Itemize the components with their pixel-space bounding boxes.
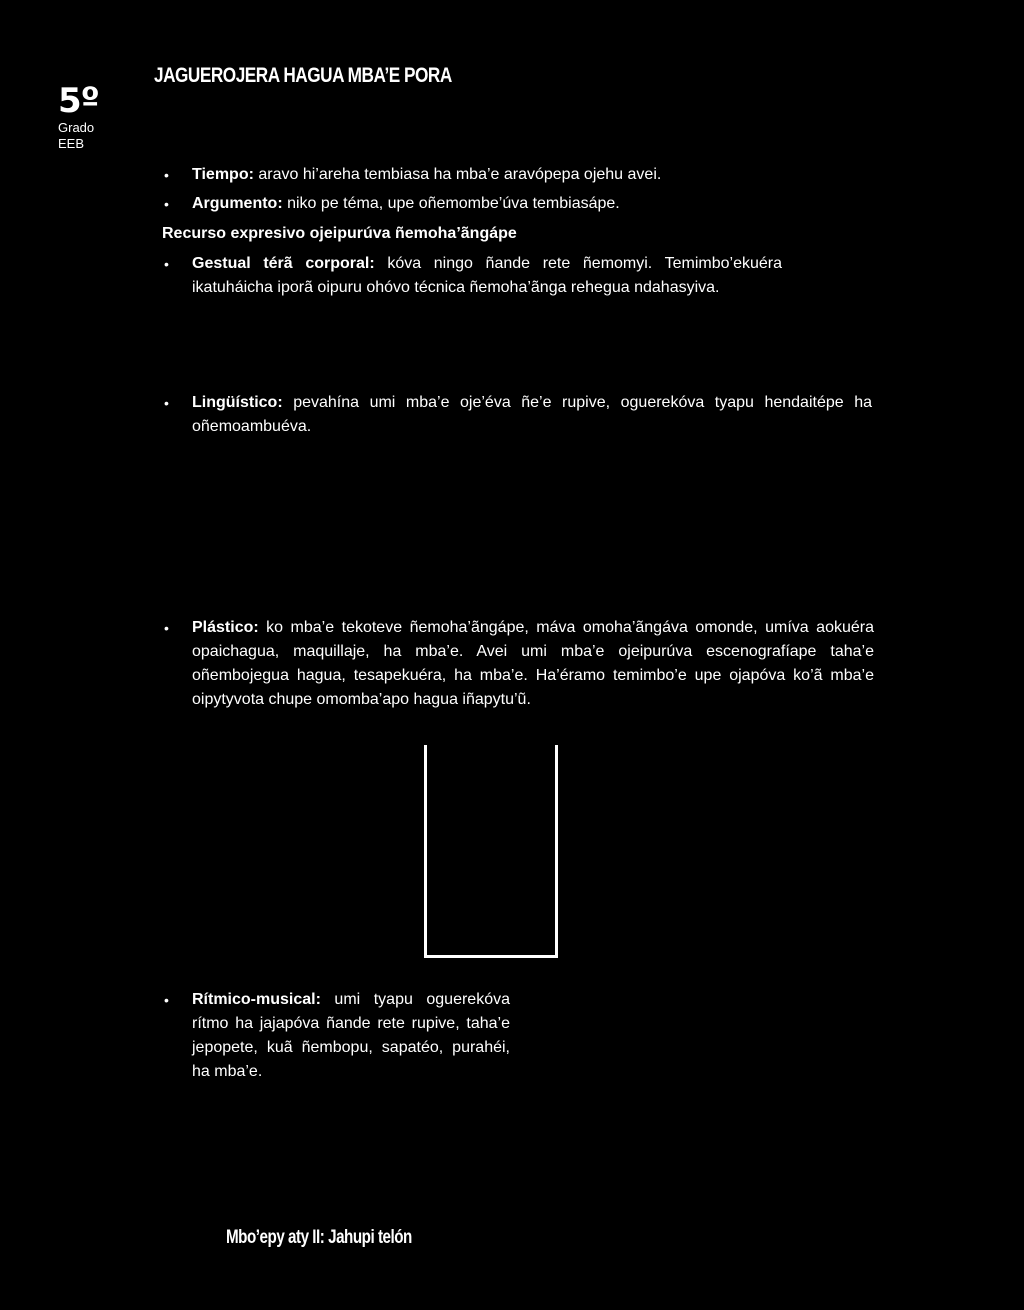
bracket-shape: [424, 745, 558, 958]
term-tiempo: Tiempo:: [192, 166, 254, 183]
text-argumento: niko pe téma, upe oñemombe’úva tembiasápe.: [282, 195, 620, 212]
footer-title: Mbo’epy aty II: Jahupi telón: [226, 1227, 412, 1248]
text-linguistico: pevahína umi mba’e oje’éva ñe’e rupive, oguerekóva tyapu hendaitépe ha oñemoambuéva.: [192, 394, 872, 435]
list-item-tiempo: [162, 163, 782, 187]
section-subheading: Recurso expresivo ojeipurúva ñemoha’ãngápe: [162, 225, 517, 242]
text-tiempo: aravo hi’areha tembiasa ha mba’e aravópepa ojehu avei.: [253, 166, 662, 183]
section-time-argument-gestual: [162, 163, 782, 300]
list-item-argumento: [162, 192, 782, 216]
list-item-plastico: [162, 616, 874, 712]
grade-badge: [58, 81, 118, 152]
term-gestual: Gestual térã corporal:: [192, 255, 375, 272]
term-argumento: Argumento:: [192, 195, 283, 212]
term-ritmico-musical: Rítmico-musical:: [192, 991, 321, 1008]
grade-level: EEB: [58, 136, 85, 151]
term-linguistico: Lingüístico:: [192, 394, 283, 411]
grade-number: 5º: [58, 81, 99, 121]
text-plastico: ko mba’e tekoteve ñemoha’ãngápe, máva omoha’ãngáva omonde, umíva aokuéra opaichagua, maquillaje, ha mba’e. Avei umi mba’e ojeipurúva escenografíape taha’e oñembojegua hagua, tesapekuéra, ha mba’e. Ha’éramo temimbo’e upe ojapóva ko’ã mba’e oipytyvota chupe omomba’apo hagua iñapytu’ũ.: [192, 619, 874, 708]
grade-label: Grado: [58, 120, 95, 135]
list-item-gestual: [162, 252, 782, 300]
page-title: JAGUEROJERA HAGUA MBA’E PORA: [154, 64, 452, 87]
list-item-ritmico-musical: [162, 988, 510, 1084]
term-plastico: Plástico:: [192, 619, 259, 636]
text-ritmico-musical: umi tyapu oguerekóva rítmo ha jajapóva ñande rete rupive, taha’e jepopete, kuã ñembopu, sapatéo, purahéi, ha mba’e.: [192, 991, 510, 1080]
section-linguistico: [162, 391, 872, 439]
section-plastico: [162, 616, 874, 712]
list-item-linguistico: [162, 391, 872, 439]
text-gestual: kóva ningo ñande rete ñemomyi. Temimbo’ekuéra ikatuháicha iporã oipuru ohóvo técnica ñemoha’ãnga rehegua ndahasyiva.: [192, 255, 782, 296]
section-ritmico-musical: [162, 988, 510, 1084]
